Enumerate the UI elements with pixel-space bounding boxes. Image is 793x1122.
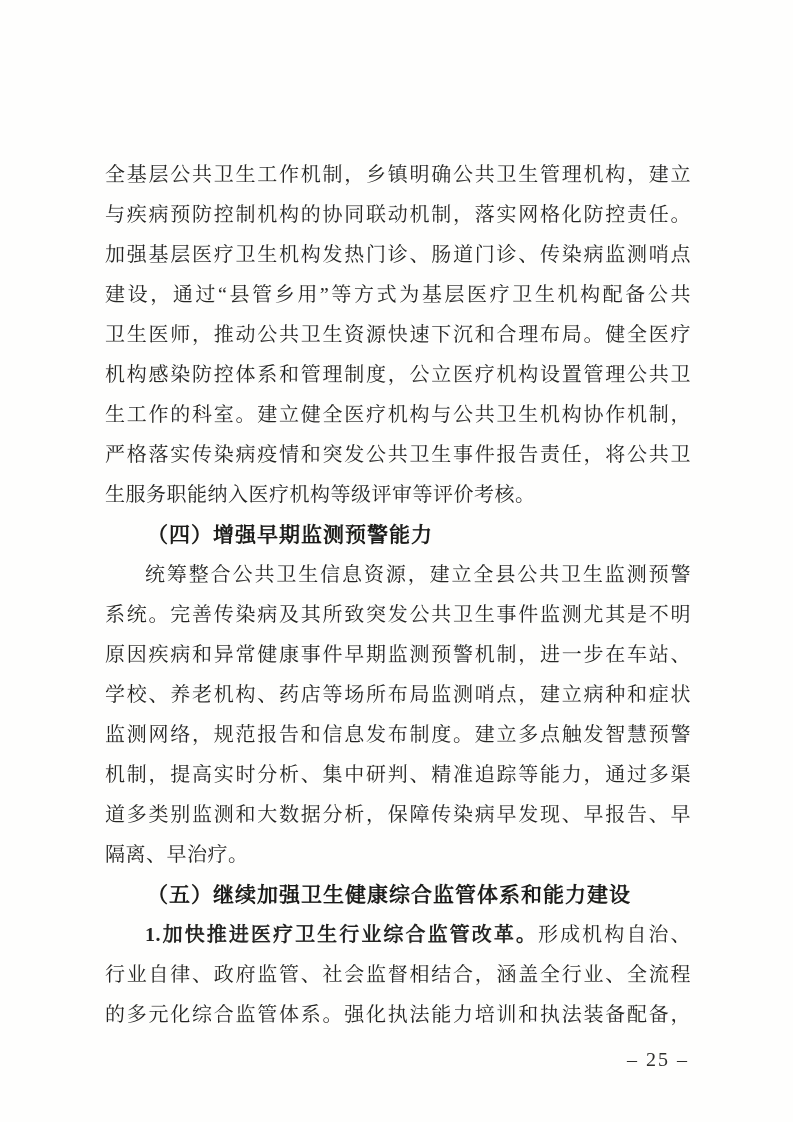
paragraph-continuation bbox=[105, 155, 691, 515]
text-line: 系统。完善传染病及其所致突发公共卫生事件监测尤其是不明 bbox=[105, 604, 691, 626]
text-line: 生工作的科室。建立健全医疗机构与公共卫生机构协作机制， bbox=[105, 404, 691, 426]
text-line: 行业自律、政府监管、社会监督相结合，涵盖全行业、全流程 bbox=[105, 964, 691, 986]
section-heading-4: （四）增强早期监测预警能力 bbox=[147, 523, 433, 547]
text-line: 全基层公共卫生工作机制，乡镇明确公共卫生管理机构，建立 bbox=[105, 164, 691, 186]
text-line: 隔离、早治疗。 bbox=[105, 844, 249, 866]
text-line: 道多类别监测和大数据分析，保障传染病早发现、早报告、早 bbox=[105, 804, 691, 826]
text-block bbox=[105, 155, 691, 1035]
text-line bbox=[105, 915, 691, 955]
item-lead-rest: 形成机构自治、 bbox=[538, 924, 691, 946]
text-line: 原因疾病和异常健康事件早期监测预警机制，进一步在车站、 bbox=[105, 644, 691, 666]
text-line: 机构感染防控体系和管理制度，公立医疗机构设置管理公共卫 bbox=[105, 364, 691, 386]
text-line: 学校、养老机构、药店等场所布局监测哨点，建立病种和症状 bbox=[105, 684, 691, 706]
paragraph-item-1 bbox=[105, 915, 691, 1035]
page-number: – 25 – bbox=[627, 1049, 689, 1071]
text-line: 监测网络，规范报告和信息发布制度。建立多点触发智慧预警 bbox=[105, 724, 691, 746]
section-heading-5: （五）继续加强卫生健康综合监管体系和能力建设 bbox=[147, 883, 631, 907]
paragraph-section-4 bbox=[105, 555, 691, 875]
text-line: 的多元化综合监管体系。强化执法能力培训和执法装备配备， bbox=[105, 1004, 691, 1026]
text-line: 统筹整合公共卫生信息资源，建立全县公共卫生监测预警 bbox=[145, 564, 691, 586]
text-line: 加强基层医疗卫生机构发热门诊、肠道门诊、传染病监测哨点 bbox=[105, 244, 691, 266]
text-line: 与疾病预防控制机构的协同联动机制，落实网格化防控责任。 bbox=[105, 204, 691, 226]
text-line: 生服务职能纳入医疗机构等级评审等评价考核。 bbox=[105, 484, 536, 506]
item-lead-bold: 1.加快推进医疗卫生行业综合监管改革。 bbox=[145, 924, 538, 946]
text-line: 严格落实传染病疫情和突发公共卫生事件报告责任，将公共卫 bbox=[105, 444, 691, 466]
text-line: 卫生医师，推动公共卫生资源快速下沉和合理布局。健全医疗 bbox=[105, 324, 691, 346]
text-line: 机制，提高实时分析、集中研判、精准追踪等能力，通过多渠 bbox=[105, 764, 691, 786]
text-line: 建设，通过“县管乡用”等方式为基层医疗卫生机构配备公共 bbox=[105, 284, 691, 306]
